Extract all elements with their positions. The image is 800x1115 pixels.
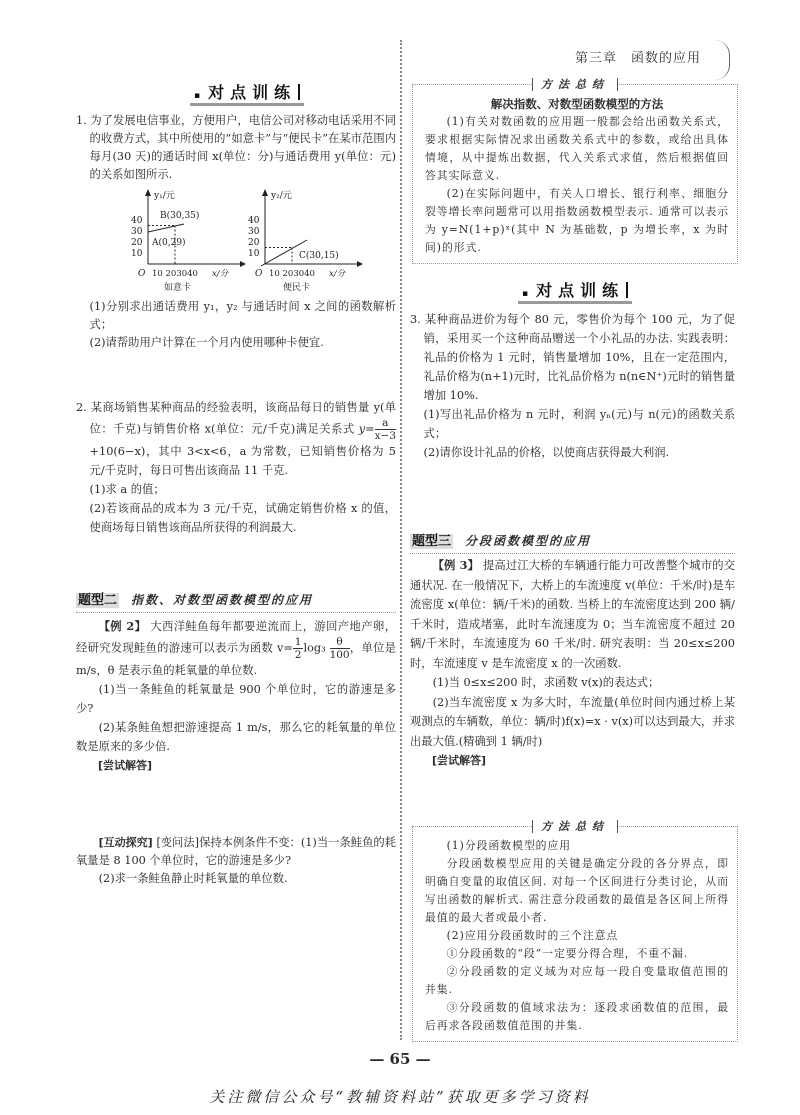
footer-watermark: 关注微信公众号“教辅资料站”获取更多学习资料 bbox=[209, 1088, 591, 1106]
training-title-text: 对点训练 bbox=[536, 281, 625, 300]
column-divider bbox=[400, 40, 402, 1040]
method2-p3: (2)应用分段函数时的三个注意点 bbox=[446, 929, 619, 942]
question-3-sub1: (1)写出礼品价格为 n 元时，利润 yₙ(元)与 n(元)的函数关系式； bbox=[423, 408, 735, 440]
example-2 bbox=[76, 617, 396, 775]
method-summary-label: 方法总结 bbox=[532, 820, 618, 833]
explore-label: [互动探究] bbox=[98, 836, 153, 849]
graph1-ytick: 10 bbox=[131, 249, 143, 259]
chapter-header: 第三章 函数的应用 bbox=[575, 51, 702, 66]
graph2-x-label: x/分 bbox=[329, 269, 346, 279]
graph-ruyi-card bbox=[128, 188, 248, 294]
graph2-ytick: 10 bbox=[248, 249, 260, 259]
graph1-origin: O bbox=[138, 269, 146, 279]
page-number: — 65 — bbox=[369, 1050, 431, 1068]
graph2-y-label: y₂/元 bbox=[271, 191, 292, 201]
example-3 bbox=[410, 556, 735, 771]
interactive-explore bbox=[76, 834, 396, 888]
example-3-sub2: (2)当车流密度 x 为多大时，车流量(单位时间内通过桥上某观测点的车辆数，单位：辆/时)f(x)=x · v(x)可以达到最大，并求出最大值.(精确到 1 辆/时) bbox=[410, 695, 735, 748]
method-summary-p2: (2)在实际问题中，有关人口增长、银行利率、细胞分裂等增长率问题常可以用指数函数模型表示. 通常可以表示为 y=N(1+p)ˣ(其中 N 为基础数，p 为增长率，x 为时间)的形式. bbox=[425, 187, 729, 254]
graph-bianmin-card bbox=[245, 188, 370, 294]
method2-p5: ②分段函数的定义域为对应每一段自变量取值范围的并集. bbox=[425, 965, 729, 996]
section-2-header bbox=[76, 591, 396, 613]
graph2-xticks: 10 203040 bbox=[269, 269, 315, 279]
graph2-ytick: 40 bbox=[248, 216, 260, 226]
method-summary-1 bbox=[412, 78, 738, 264]
method2-p2: 分段函数模型应用的关键是确定分段的各分界点，即明确自变量的取值区间. 对每一个区间进行分类讨论，从而写出函数的解析式. 需注意分段函数的最值是各区间上所得最值的最大者或最小者. bbox=[425, 857, 729, 924]
example-3-sub1: (1)当 0≤x≤200 时，求函数 v(x)的表达式； bbox=[432, 676, 660, 689]
method-summary-2 bbox=[412, 820, 738, 1042]
formula-rest: +10(6−x)，其中 3<x<6，a 为常数，已知销售价格为 5 元/千克时，每日可售出该商品 11 千克. bbox=[89, 445, 396, 477]
method-summary-label: 方法总结 bbox=[532, 78, 618, 91]
question-2-intro: 2. 某商场销售某种商品的经验表明，该商品每日的销售量 y(单位：千克)与销售价格 x(单位：元/千克)满足关系式 bbox=[76, 401, 396, 436]
question-2 bbox=[76, 398, 396, 537]
try-answer-label: [尝试解答] bbox=[98, 759, 153, 772]
section-2-title: 指数、对数型函数模型的应用 bbox=[131, 593, 314, 607]
method-summary-title: 解决指数、对数型函数模型的方法 bbox=[490, 97, 664, 111]
graph1-point-b: B(30,35) bbox=[160, 211, 200, 221]
training-title-left bbox=[190, 84, 304, 105]
question-2-text bbox=[76, 398, 396, 480]
question-3-sub2: (2)请你设计礼品的价格，以使商店获得最大利润. bbox=[423, 446, 670, 459]
question-1-subparts bbox=[76, 298, 396, 352]
question-2-sub2: (2)若该商品的成本为 3 元/千克，试确定销售价格 x 的值，使商场每日销售该商品所获得的利润最大. bbox=[89, 502, 396, 534]
example-3-label: 【例 3】 bbox=[432, 558, 480, 572]
question-3-text: 3. 某种商品进价为每个 80 元，零售价为每个 100 元，为了促销，采用买一个这种商品赠送一个小礼品的办法. 实践表明：礼品的价格为 1 元时，销售量增加 10%，且在一定范围内，礼品价格为(n+1)元时，比礼品价格为 n(n∈N⁺)元时的销售量增加 10%. bbox=[410, 313, 735, 402]
question-3 bbox=[410, 310, 735, 462]
graph1-ytick: 40 bbox=[131, 216, 143, 226]
graph2-ytick: 30 bbox=[248, 227, 260, 237]
example-2-text: 【例 2】 大西洋鲑鱼每年都要逆流而上，游回产地产卵，经研究发现鲑鱼的游速可以表示为函数 v= $\frac{1}{2}$ log₃ $\frac{\theta}{100}$ ，单位是 m/s，θ 是表示鱼的耗氧量的单位数. bbox=[76, 619, 396, 677]
training-title-right bbox=[518, 282, 632, 303]
section-3-tag: 题型三 bbox=[412, 534, 452, 549]
section-3-header bbox=[410, 532, 735, 554]
graph1-ytick: 20 bbox=[131, 238, 143, 248]
graph1-ytick: 30 bbox=[131, 227, 143, 237]
graph2-point-c: C(30,15) bbox=[299, 251, 339, 261]
graph2-ytick: 20 bbox=[248, 238, 260, 248]
example-2-sub1: (1)当一条鲑鱼的耗氧量是 900 个单位时，它的游速是多少? bbox=[76, 683, 396, 715]
question-1 bbox=[76, 112, 396, 184]
explore-text-1: [变问法]保持本例条件不变：(1)当一条鲑鱼的耗氧量是 8 100 个单位时，它的游速是多少? bbox=[76, 836, 396, 867]
training-title-text: 对点训练 bbox=[208, 83, 297, 102]
method2-p1: (1)分段函数模型的应用 bbox=[446, 839, 572, 852]
chapter-bracket-decoration bbox=[715, 40, 730, 80]
method-summary-p1: (1)有关对数函数的应用题一般都会给出函数关系式，要求根据实际情况求出函数关系式中的参数，或给出具体情境，从中提炼出数据，代入关系式求值，然后根据值回答其实际意义. bbox=[425, 115, 729, 182]
question-2-sub1: (1)求 a 的值； bbox=[89, 483, 165, 496]
graph1-point-a: A(0,29) bbox=[152, 238, 186, 248]
section-2-tag: 题型二 bbox=[78, 593, 118, 608]
fraction: $\frac{a}{x-3}$ bbox=[374, 417, 396, 442]
try-answer-label: [尝试解答] bbox=[432, 754, 487, 767]
section-3-title: 分段函数模型的应用 bbox=[465, 534, 592, 548]
method2-p6: ③分段函数的值域求法为：逐段求函数值的范围，最后再求各段函数值范围的并集. bbox=[425, 1001, 729, 1032]
graph1-y-label: y₁/元 bbox=[154, 191, 175, 201]
question-1-sub2: (2)请帮助用户计算在一个月内使用哪种卡便宜. bbox=[89, 336, 324, 349]
example-2-sub2: (2)某条鲑鱼想把游速提高 1 m/s，那么它的耗氧量的单位数是原来的多少倍. bbox=[76, 721, 396, 753]
explore-text-2: (2)求一条鲑鱼静止时耗氧量的单位数. bbox=[98, 872, 288, 885]
graph1-caption: 如意卡 bbox=[164, 283, 192, 293]
example-2-label: 【例 2】 bbox=[98, 619, 147, 633]
question-1-sub1: (1)分别求出通话费用 y₁，y₂ 与通话时间 x 之间的函数解析式； bbox=[89, 300, 396, 331]
graph2-caption: 便民卡 bbox=[283, 283, 311, 293]
question-1-text: 1. 为了发展电信事业，方便用户，电信公司对移动电话采用不同的收费方式，其中所使用的“如意卡”与“便民卡”在某市范围内每月(30 天)的通话时间 x(单位：分)与通话费用 y(单位：元)的关系如图所示. bbox=[76, 114, 396, 181]
graph1-x-label: x/分 bbox=[212, 269, 229, 279]
graph2-origin: O bbox=[255, 269, 263, 279]
graph1-xticks: 10 203040 bbox=[152, 269, 198, 279]
method2-p4: ①分段函数的“段”一定要分得合理，不重不漏. bbox=[446, 947, 689, 960]
example-3-text: 提高过江大桥的车辆通行能力可改善整个城市的交通状况. 在一般情况下，大桥上的车流速度 v(单位：千米/时)是车流密度 x(单位：辆/千米)的函数. 当桥上的车流密度达到 200 辆/千米时，造成堵塞，此时车流速度为 0；当车流密度不超过 20 辆/千米时，车流速度为 60 千米/时. 研究表明：当 20≤x≤200 时，车流速度 v 是车流密度 x 的一次函数. bbox=[410, 559, 736, 670]
formula-lhs: y= bbox=[358, 422, 375, 436]
